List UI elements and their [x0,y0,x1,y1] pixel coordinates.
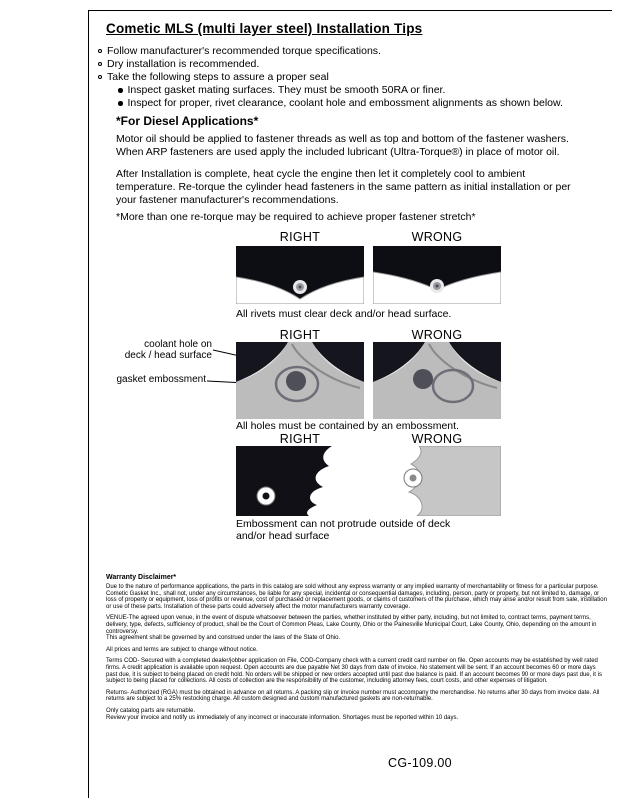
solid-bullet-icon [118,101,123,106]
tip-item [98,58,588,71]
diesel-paragraph-1: Motor oil should be applied to fastener threads as well as top and bottom of the fastener washers. When ARP fasteners are used apply the included lubricant (Ultra-Torque®) in place of motor oil. [116,133,569,158]
tip-item [98,45,588,58]
diagram-embossment-wrong [373,342,501,419]
warranty-paragraph: Terms COD- Secured with a completed dealer/jobber application on File, COD-Company check with a current credit card number on file. Open accounts may be established by well rated firms. A credit application is available upon request. Open accounts are due payable Net 30 days from date of invoice. No statement will be sent. If an account becomes 60 or more days past due, it is subject to being placed on credit hold. No orders will be shipped or new orders accepted until past due balance is paid. If an account becomes 90 or more days past due, it is subject to being placed for collections. All costs of collection are the responsibility of the customer, including attorney fees, court costs, and other expenses of litigation. [106,658,602,685]
coolant-hole-label: coolant hole on deck / head surface [124,339,212,361]
tip-text: Inspect for proper, rivet clearance, coolant hole and embossment alignments as shown below. [127,97,563,109]
hollow-bullet-icon [98,75,102,79]
warranty-paragraph: Review your invoice and notify us immediately of any incorrect or inaccurate information. Shortages must be reported within 10 days. [106,714,459,721]
hole-contained-illustration [236,342,364,419]
warranty-heading: Warranty Disclaimer* [106,574,177,581]
tip-sub-item [118,97,588,110]
gasket-embossment-label: gasket embossment [116,374,206,385]
page-title: Cometic MLS (multi layer steel) Installation Tips [106,21,423,36]
tip-text: Inspect gasket mating surfaces. They must be smooth 50RA or finer. [127,84,446,96]
diesel-applications-heading: *For Diesel Applications* [116,114,259,128]
warranty-paragraph: Returns- Authorized (RGA) must be obtained in advance on all returns. A packing slip or invoice number must accompany the merchandise. No returns after 30 days from invoice date. All returns are subject to a 25% restocking charge. All custom designed and custom manufactured gaskets are non-returnable. [106,689,600,703]
right-label-row1: RIGHT [279,230,321,244]
tip-text: Follow manufacturer's recommended torque specifications. [107,45,381,57]
wrong-label-row1: WRONG [411,230,463,244]
hollow-bullet-icon [98,62,102,66]
warranty-paragraph: This agreement shall be governed by and construed under the laws of the State of Ohio. [106,635,341,642]
diagram-protrude-right [236,446,364,516]
embossment-protruding-illustration [373,446,501,516]
tip-item [98,71,588,84]
diagram-protrude-wrong [373,446,501,516]
tip-text: Dry installation is recommended. [107,58,260,70]
tip-sub-item [118,84,588,97]
rivet-overlap-illustration [373,246,501,304]
solid-bullet-icon [118,88,123,93]
caption-holes: All holes must be contained by an embossment. [236,420,459,432]
warranty-paragraph: All prices and terms are subject to change without notice. [106,646,258,653]
rivet-clear-illustration [236,246,364,304]
page-code: CG-109.00 [388,756,452,770]
right-label-row3: RIGHT [279,432,321,446]
diagram-rivet-right [236,246,364,304]
caption-rivets: All rivets must clear deck and/or head surface. [236,308,452,320]
diagram-embossment-right [236,342,364,419]
warranty-paragraph: Only catalog parts are returnable. [106,707,196,714]
tips-list [98,45,588,110]
diagram-rivet-wrong [373,246,501,304]
wrong-label-row2: WRONG [411,328,463,342]
wrong-label-row3: WRONG [411,432,463,446]
caption-protrude: Embossment can not protrude outside of deck and/or head surface [236,518,451,542]
warranty-paragraph: VENUE-The agreed upon venue, in the event of dispute whatsoever between the parties, whether instituted by either party, including, but not limited to, contract terms, payment terms, delivery, type, defects, sufficiency of product, shall be the Court of Common Pleas, Lake County, Ohio or the Painesville Municipal Court, Lake County, Ohio, depending on the amount in controversy. [106,615,597,635]
warranty-paragraph: Due to the nature of performance applications, the parts in this catalog are sold without any express warranty or any implied warranty of merchantability or fitness for a particular purpose. Cometic Gasket Inc., shall not, under any circumstances, be liable for any special, incidental or consequential damages, including, person, party or property, but not limited to, damage, or loss of property or equipment, loss of profits or revenue, cost of purchased or replacement goods, or claims of customers of the purchase, which may arise and/or result from sale, instillation or use of these parts. Installation of these parts could adversely affect the motor manufacturers warranty coverage. [106,584,607,610]
right-label-row2: RIGHT [279,328,321,342]
embossment-inside-illustration [236,446,364,516]
warranty-body [106,584,608,726]
retorque-note: *More than one re-torque may be required to achieve proper fastener stretch* [116,211,476,223]
tip-text: Take the following steps to assure a proper seal [107,71,329,83]
hollow-bullet-icon [98,49,102,53]
hole-outside-illustration [373,342,501,419]
diesel-paragraph-2: After Installation is complete, heat cycle the engine then let it completely cool to ambient temperature. Re-torque the cylinder head fasteners in the same pattern as initial installation or per your fastener manufacturer's recommendations. [116,168,571,206]
